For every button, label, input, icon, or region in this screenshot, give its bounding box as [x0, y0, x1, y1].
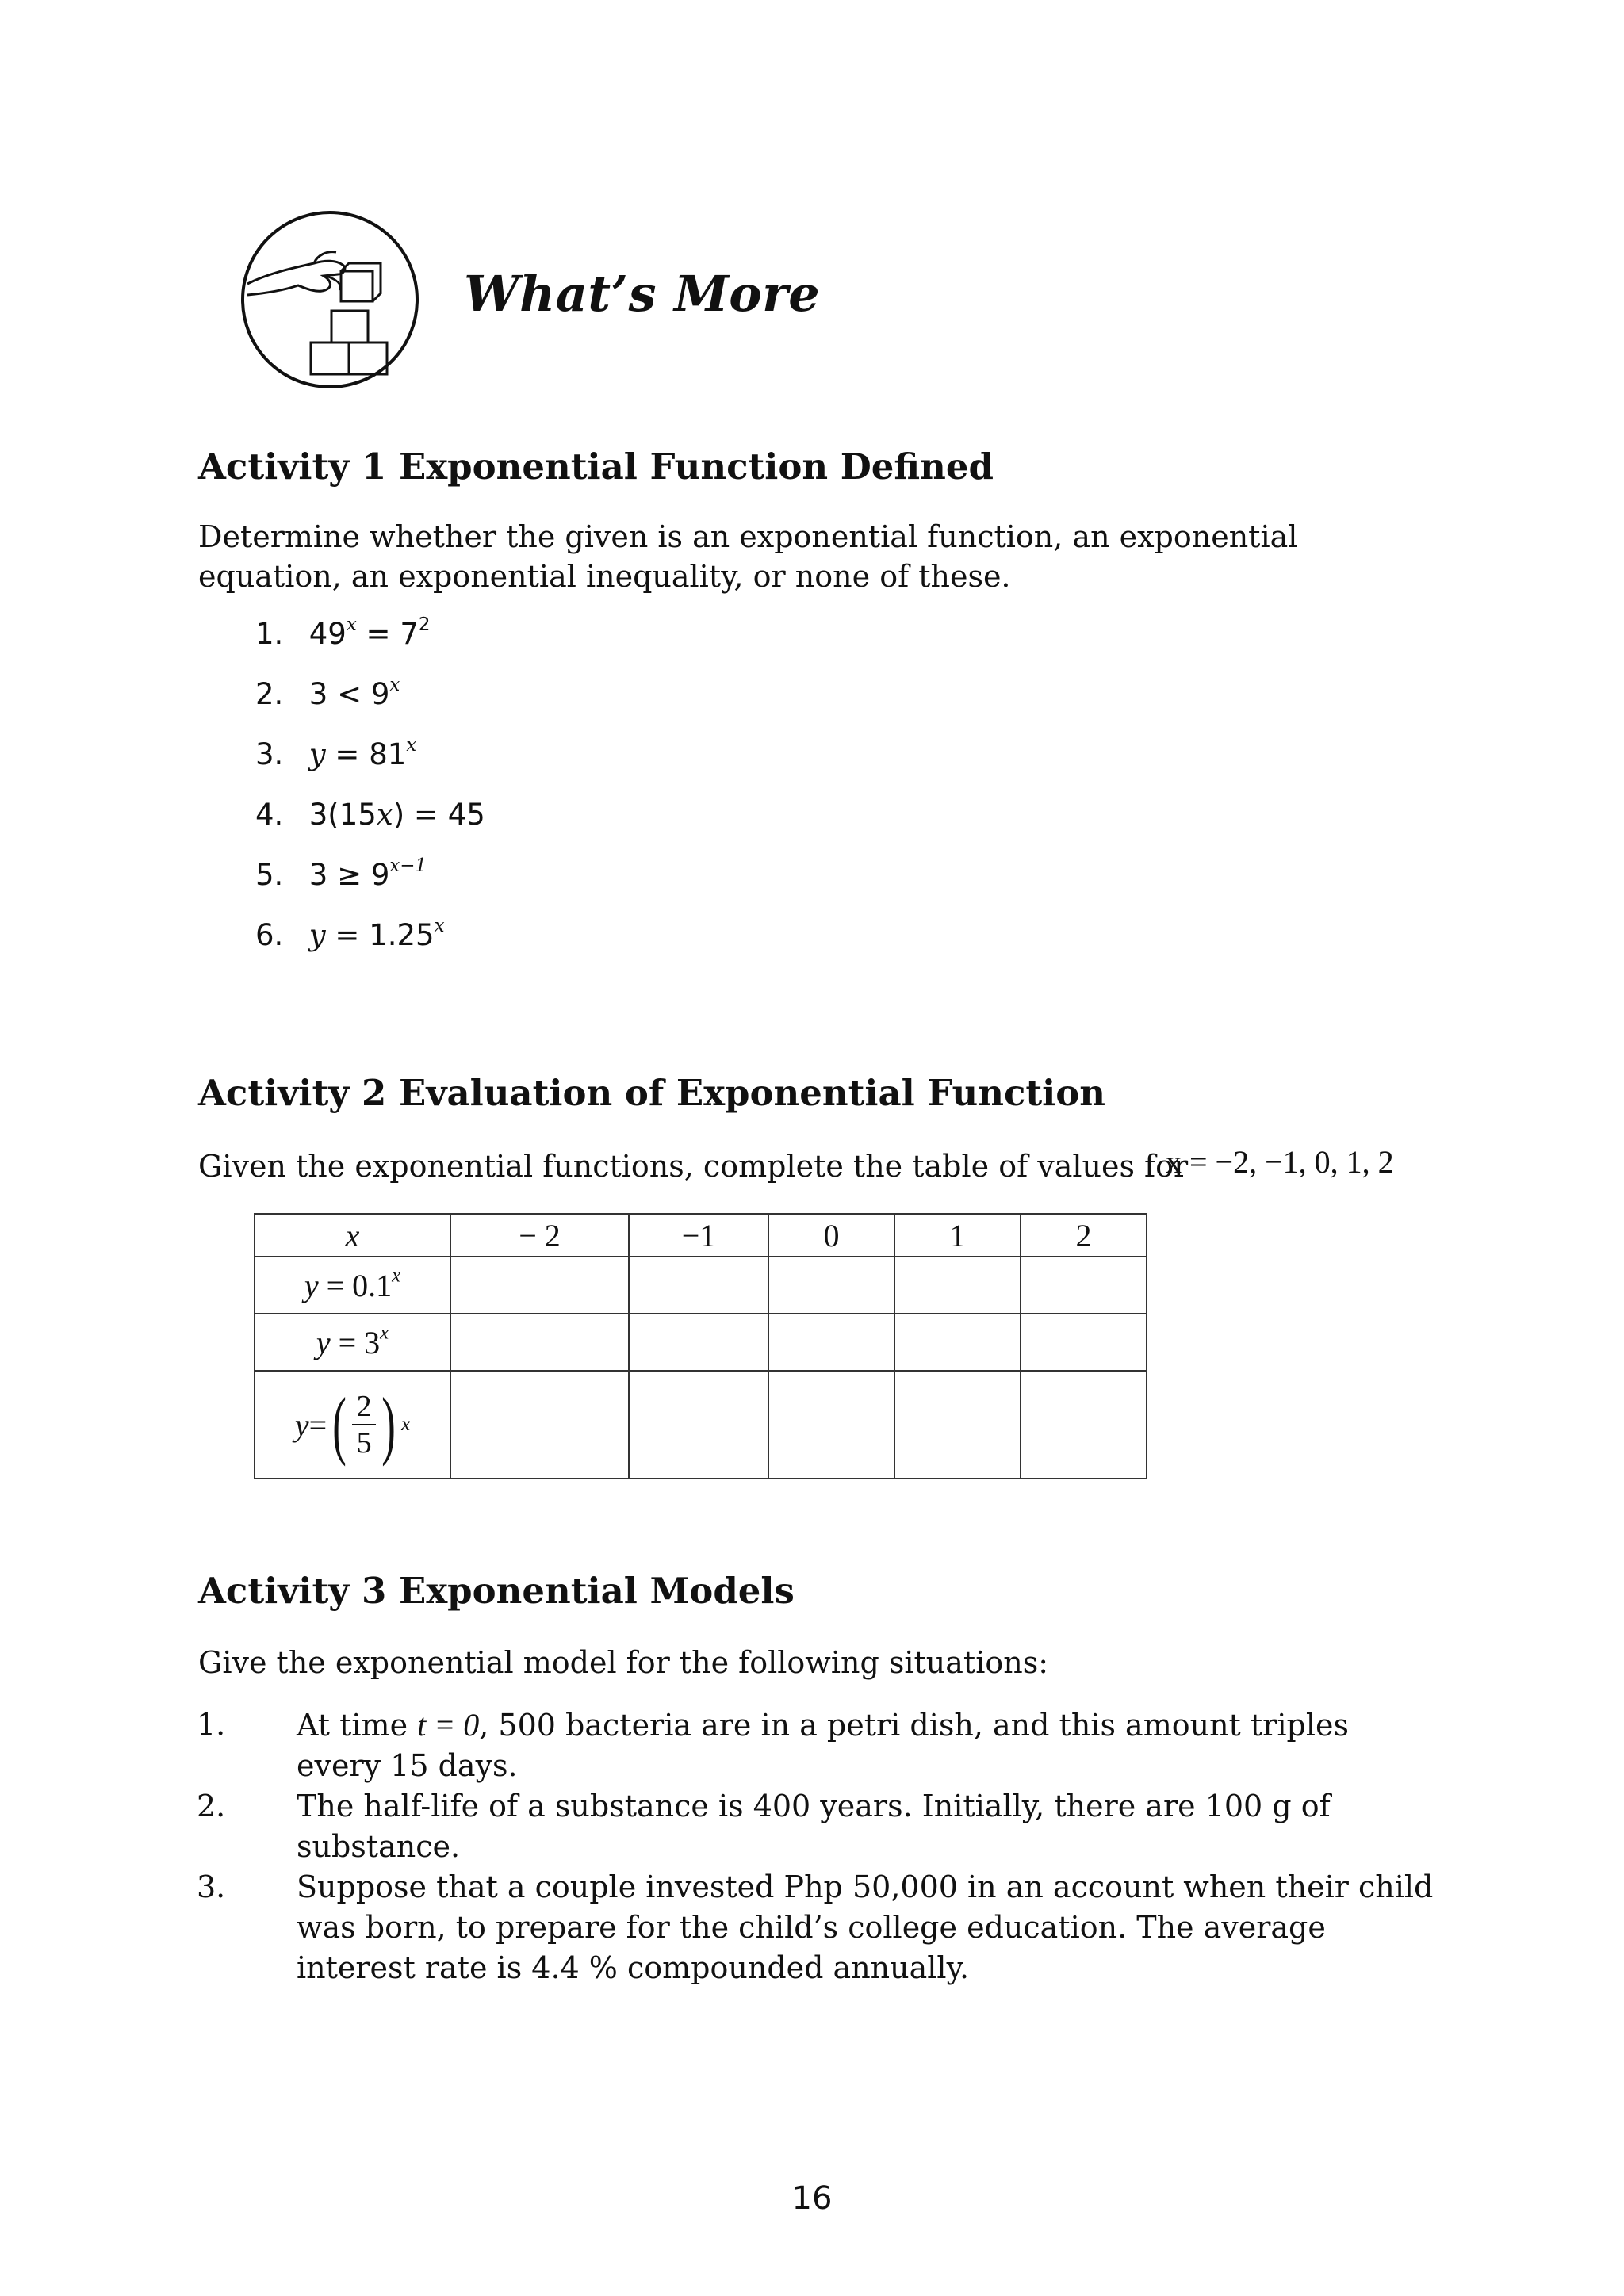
table-row	[255, 1371, 1147, 1479]
answer-cell[interactable]	[450, 1257, 629, 1314]
answer-cell[interactable]	[768, 1371, 894, 1479]
header-cell: 0	[768, 1214, 894, 1257]
list-item: 4. 3(15x) = 45	[255, 798, 485, 832]
list-item: 1. At time t = 0, 500 bacteria are in a petri dish, and this amount triples every 15 days.	[197, 1707, 1349, 1783]
x-values-label: x = −2, −1, 0, 1, 2	[1166, 1144, 1394, 1180]
table-row	[255, 1314, 1147, 1371]
answer-cell[interactable]	[1021, 1314, 1147, 1371]
answer-cell[interactable]	[450, 1371, 629, 1479]
row-label: $y = 3^x$	[255, 1314, 450, 1371]
activity2-instruction: Given the exponential functions, complete the table of values for	[198, 1149, 1189, 1184]
row-label: y = ( $\frac{2}{5}$ ) x	[255, 1371, 450, 1479]
list-item: 5. $3 \ge 9^{x-1}$	[255, 855, 427, 892]
answer-cell[interactable]	[1021, 1257, 1147, 1314]
answer-cell[interactable]	[768, 1257, 894, 1314]
answer-cell[interactable]	[894, 1371, 1021, 1479]
header-cell: 1	[894, 1214, 1021, 1257]
answer-cell[interactable]	[894, 1314, 1021, 1371]
item-number: 6.	[255, 918, 284, 952]
item-number: 3.	[255, 737, 284, 771]
list-item: 2. $3 < 9^x$	[255, 674, 400, 711]
header-cell: 2	[1021, 1214, 1147, 1257]
activity3-title: Activity 3 Exponential Models	[198, 1570, 795, 1612]
fraction: $\frac{2}{5}$	[352, 1389, 376, 1460]
item-number: 4.	[255, 798, 284, 832]
section-title: What’s More	[464, 265, 821, 323]
answer-cell[interactable]	[1021, 1371, 1147, 1479]
page-number: 16	[791, 2180, 833, 2217]
answer-cell[interactable]	[629, 1314, 768, 1371]
header-cell: −1	[629, 1214, 768, 1257]
list-item: 2. The half-life of a substance is 400 years. Initially, there are 100 g of substance.	[197, 1789, 1331, 1864]
activity1-instruction: Determine whether the given is an exponential function, an exponential equation, an exponential inequality, or none of these.	[198, 519, 1298, 594]
table-of-values	[254, 1213, 1147, 1479]
hand-stacking-blocks-icon	[238, 208, 422, 392]
item-number: 2.	[255, 677, 284, 711]
answer-cell[interactable]	[768, 1314, 894, 1371]
list-item: 3. $y = 81^x$	[255, 734, 417, 771]
activity1-item-list	[255, 614, 485, 978]
answer-cell[interactable]	[450, 1314, 629, 1371]
header-cell: − 2	[450, 1214, 629, 1257]
item-number: 1.	[255, 617, 284, 651]
list-item: 6. $y = 1.25^x$	[255, 915, 445, 952]
list-item: 1. $49^x = 7^2$	[255, 614, 431, 651]
header-cell: x	[255, 1214, 450, 1257]
list-item: 3. Suppose that a couple invested Php 50,000 in an account when their child was born, to prepare for the child’s college education. The average interest rate is 4.4 % compounded annually.	[197, 1869, 1434, 1985]
table-row	[255, 1257, 1147, 1314]
activity3-item-list	[197, 1705, 1434, 1988]
answer-cell[interactable]	[629, 1257, 768, 1314]
row-label: $y = 0.1^x$	[255, 1257, 450, 1314]
activity3-instruction: Give the exponential model for the following situations:	[198, 1645, 1048, 1680]
answer-cell[interactable]	[894, 1257, 1021, 1314]
item-number: 5.	[255, 858, 284, 892]
table-header-row	[255, 1214, 1147, 1257]
activity1-title: Activity 1 Exponential Function Defined	[198, 446, 994, 488]
answer-cell[interactable]	[629, 1371, 768, 1479]
activity2-title: Activity 2 Evaluation of Exponential Function	[198, 1072, 1105, 1114]
